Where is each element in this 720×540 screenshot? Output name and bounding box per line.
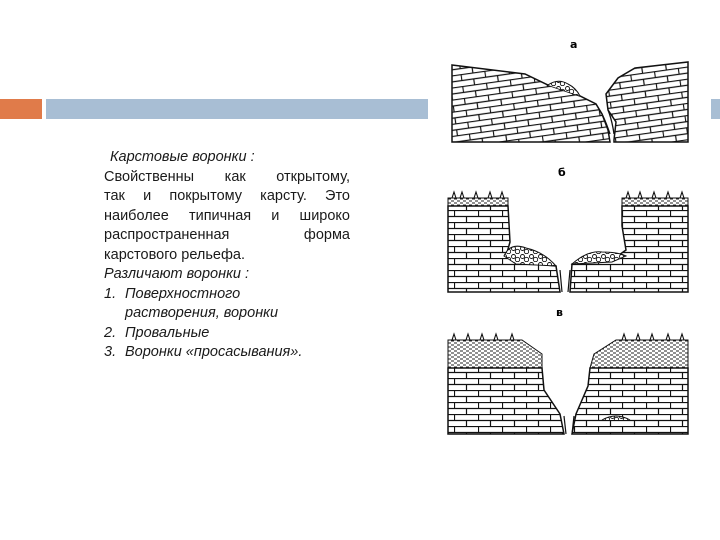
para-line: распространенная форма <box>104 227 350 243</box>
list-heading: Различают воронки : <box>104 266 250 282</box>
list-number: 3. <box>104 344 117 360</box>
para-line: так и покрытому карсту. Это <box>104 188 350 204</box>
list-item-text: Воронки «просасывания». <box>125 344 303 360</box>
list-item <box>104 343 350 363</box>
accent-bar-orange <box>0 99 42 119</box>
karst-sinkhole-figure <box>430 30 710 450</box>
list-number: 1. <box>104 285 117 302</box>
list-item-text: растворения, воронки <box>125 305 279 321</box>
para-line: Свойственны как открытому, <box>104 168 350 185</box>
figure-label-b: б <box>558 166 566 179</box>
para-line: наиболее типичная и широко <box>104 207 350 224</box>
figure-label-a: а <box>570 38 578 51</box>
description-paragraph <box>104 168 350 266</box>
list-number: 2. <box>104 324 117 341</box>
panel-c-diagram <box>448 334 688 434</box>
list-item <box>104 324 350 344</box>
figure-label-c: в <box>556 306 563 319</box>
slide-title: Карстовые воронки : <box>110 149 255 165</box>
accent-bar-blue-right <box>711 99 720 119</box>
para-line: карстового рельефа. <box>104 246 245 263</box>
panel-b-diagram <box>448 192 688 292</box>
panel-a-diagram <box>452 62 688 142</box>
types-list <box>104 285 350 363</box>
list-item <box>104 285 350 324</box>
accent-bar-blue <box>46 99 428 119</box>
list-item-text: Провальные <box>125 324 210 341</box>
list-item-text: Поверхностного <box>125 285 241 302</box>
slide-text <box>104 148 350 363</box>
